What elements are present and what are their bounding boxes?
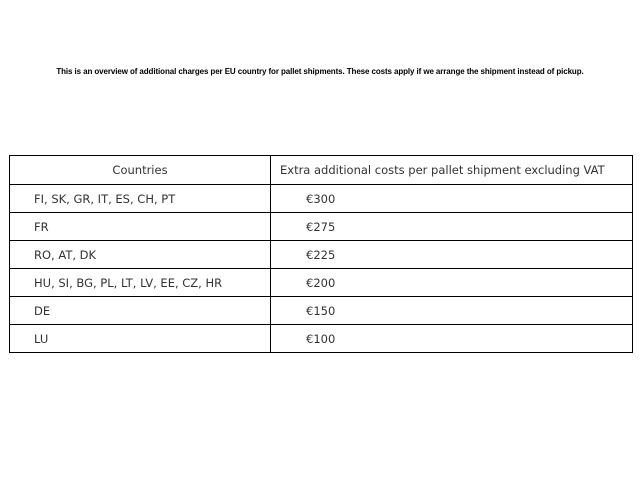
table-row [10, 185, 633, 213]
cost-cell: €150 [271, 297, 633, 325]
countries-cell: FR [10, 213, 271, 241]
table-row [10, 241, 633, 269]
table-row [10, 269, 633, 297]
cost-cell: €300 [271, 185, 633, 213]
charges-table [9, 155, 633, 353]
table-body [10, 185, 633, 353]
cost-cell: €200 [271, 269, 633, 297]
cost-column-header: Extra additional costs per pallet shipment excluding VAT [271, 156, 633, 185]
countries-cell: LU [10, 325, 271, 353]
countries-cell: RO, AT, DK [10, 241, 271, 269]
countries-cell: HU, SI, BG, PL, LT, LV, EE, CZ, HR [10, 269, 271, 297]
table-row [10, 213, 633, 241]
cost-cell: €275 [271, 213, 633, 241]
cost-cell: €225 [271, 241, 633, 269]
table-header-row [10, 156, 633, 185]
countries-cell: FI, SK, GR, IT, ES, CH, PT [10, 185, 271, 213]
table-row [10, 297, 633, 325]
countries-column-header: Countries [10, 156, 271, 185]
table-row [10, 325, 633, 353]
cost-cell: €100 [271, 325, 633, 353]
intro-text: This is an overview of additional charges per EU country for pallet shipments. These costs apply if we arrange the shipment instead of pickup. [56, 67, 584, 76]
countries-cell: DE [10, 297, 271, 325]
